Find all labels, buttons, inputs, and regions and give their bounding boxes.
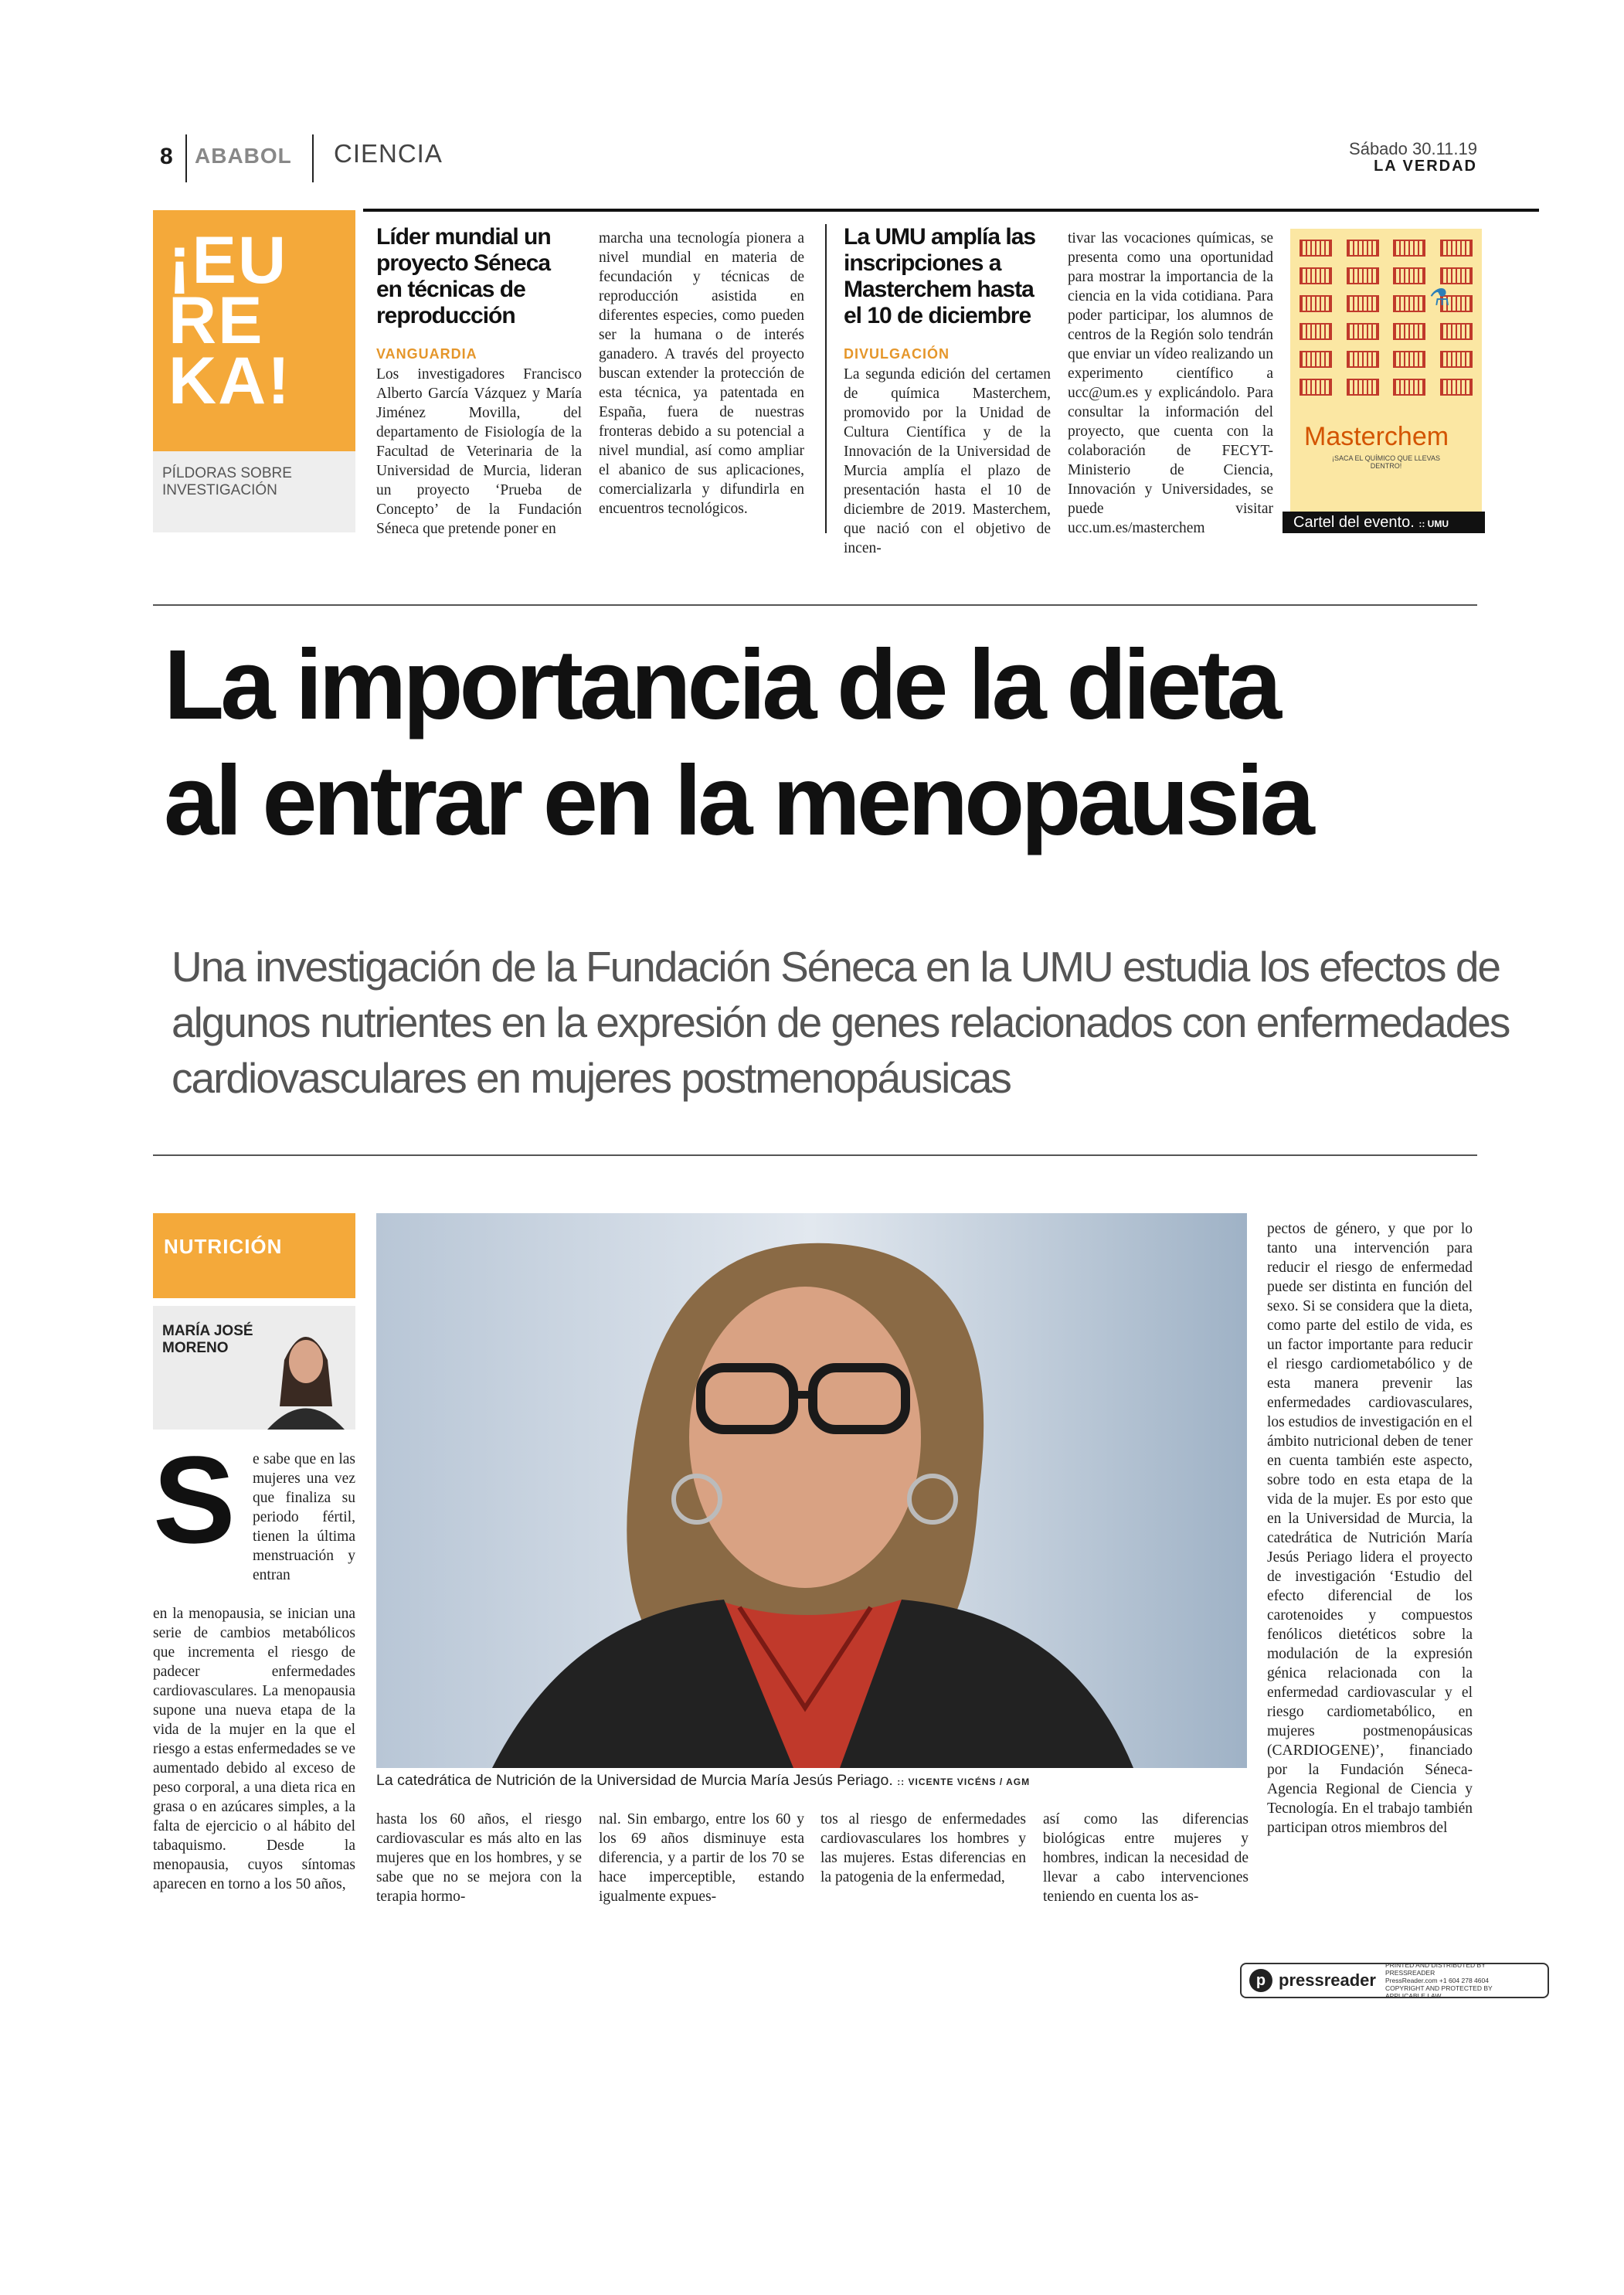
section-tag: NUTRICIÓN <box>153 1213 355 1298</box>
article-col1-intro: e sabe que en las mujeres una vez que finaliza su periodo fértil, tienen la última menstruación y entran <box>253 1451 355 1583</box>
photo-caption-text: La catedrática de Nutrición de la Universidad de Murcia María Jesús Periago. <box>376 1772 893 1789</box>
eureka-block <box>153 210 355 532</box>
eureka-subtitle: PÍLDORAS SOBRE INVESTIGACIÓN <box>162 465 292 498</box>
eureka-line-3: KA! <box>168 344 291 418</box>
drop-cap: S <box>153 1430 236 1569</box>
header-divider-2 <box>312 134 314 182</box>
poster-subtitle: ¡SACA EL QUÍMICO QUE LLEVAS DENTRO! <box>1331 454 1441 470</box>
brief2-col1: La segunda edición del certamen de química Masterchem, promovido por la Unidad de Cultura Científica y de la Innovación de la Universidad de Murcia amplía el plazo de presentación hasta el 10 de diciembre de 2019. Masterchem, que nació con el objetivo de incen- <box>844 366 1051 556</box>
photo-credit: :: VICENTE VICÉNS / AGM <box>897 1776 1031 1787</box>
flask-icon: ⚗ <box>1429 284 1450 311</box>
masterchem-poster <box>1290 229 1482 533</box>
issue-date: Sábado 30.11.19 <box>1349 139 1477 158</box>
article-col1: en la menopausia, se inician una serie de cambios metabólicos que incrementa el riesgo de padecer enfermedades cardiovasculares. La menopausia supone una nueva etapa de la vida de la mujer en la que el riesgo a estas enfermedades se ve aumentado debido al exceso de peso corporal, a una dieta rica en grasa o en azúcares simples, a la falta de ejercicio o al hábito del tabaquismo. Desde la menopausia, cuyos síntomas aparecen en torno a los 50 años, <box>153 1606 355 1892</box>
author-photo <box>261 1314 351 1430</box>
newspaper-name: LA VERDAD <box>1374 158 1477 175</box>
article-subtitle: Una investigación de la Fundación Séneca en la UMU estudia los efectos de algunos nutrientes en la expresión de genes relacionados con enfermedades cardiovasculares en mujeres postmenopáusicas <box>172 943 1510 1102</box>
brief1-col2: marcha una tecnología pionera a nivel mundial en materia de fecundación y técnicas de reproducción asistida en diferentes especies, como pueden ser la humana o de interés ganadero. A través del proyecto buscan extender la protección de esta técnica, ya patentada en España, fuera de nuestras fronteras debido a su potencial a nivel mundial, así como ampliar el abanico de sus aplicaciones, comercializarla y difundirla en encuentros tecnológicos. <box>599 230 804 517</box>
eureka-logo <box>153 210 355 451</box>
poster-title: Masterchem <box>1304 422 1449 451</box>
page-number: 8 <box>160 144 173 169</box>
title-line-2: al entrar en la menopausia <box>164 746 1311 856</box>
poster-caption <box>1283 512 1485 533</box>
article-col3: nal. Sin embargo, entre los 60 y los 69 años disminuye esta diferencia, y a partir de los 70 se hace imperceptible, estando igualmente expues- <box>599 1811 804 1905</box>
brief2-headline[interactable]: La UMU amplía las inscripciones a Masterchem hasta el 10 de diciembre <box>844 224 1036 328</box>
poster-caption-text: Cartel del evento. <box>1293 514 1415 531</box>
title-rule-top <box>153 604 1477 606</box>
pressreader-fineprint <box>1385 1961 1532 2000</box>
poster-credit: :: UMU <box>1418 518 1449 529</box>
article-col4: tos al riesgo de enfermedades cardiovasculares los hombres y las mujeres. Estas diferencias en la patogenia de la enfermedad, <box>820 1811 1026 1885</box>
pressreader-icon: p <box>1249 1969 1272 1992</box>
pressreader-brand: pressreader <box>1279 1970 1376 1990</box>
article-col6: pectos de género, y que por lo tanto una intervención para reducir el riesgo de enfermedad puede ser distinta en función del sexo. Si se considera que la dieta, como parte del estilo de vida, es un factor importante para reducir el riesgo cardiometabólico y de esta manera prevenir las enfermedades cardiovasculares, los estudios de investigación en el ámbito nutricional deben de tener en cuenta también este aspecto, sobre todo en esta etapa de la vida de la mujer. Es por esto que en la Universidad de Murcia, la catedrática de Nutrición María Jesús Periago lidera el proyecto de investigación ‘Estudio del efecto diferencial de los carotenoides y compuestos fenólicos dietéticos sobre la modulación de la expresión génica relacionada con la enfermedad cardiovascular y el riesgo cardiometabólico, en mujeres postmenopáusicas (CARDIOGENE)’, financiado por la Fundación Séneca- Agencia Regional de Ciencia y Tecnología. En el trabajo también participan otros miembros del <box>1267 1221 1473 1836</box>
eureka-line-1: ¡EU <box>168 223 288 298</box>
article-title <box>164 627 1311 859</box>
poster-pattern <box>1300 240 1473 406</box>
brief1-tag: VANGUARDIA <box>376 346 477 362</box>
brief1-headline[interactable]: Líder mundial un proyecto Séneca en técnicas de reproducción <box>376 224 551 328</box>
fineprint-3: COPYRIGHT AND PROTECTED BY APPLICABLE LAW <box>1384 1984 1493 2000</box>
header-divider <box>185 134 187 182</box>
fineprint-1: PRINTED AND DISTRIBUTED BY PRESSREADER <box>1384 1961 1486 1977</box>
brief2-tag: DIVULGACIÓN <box>844 346 950 362</box>
article-photo <box>376 1213 1247 1768</box>
top-rule <box>363 209 1539 212</box>
title-rule-bottom <box>153 1154 1477 1156</box>
eureka-line-2: RE <box>168 284 264 358</box>
brief2-col2: tivar las vocaciones químicas, se presenta como una oportunidad para mostrar la importancia de la ciencia en la vida cotidiana. Para poder participar, los alumnos de centros de la Región solo tendrán que enviar un vídeo realizando un experimento científico a ucc@um.es y explicándolo. Para consultar la información del proyecto, que cuenta con la colaboración de FECYT-Ministerio de Ciencia, Innovación y Universidades, se puede visitar ucc.um.es/masterchem <box>1068 230 1273 536</box>
title-line-1: La importancia de la dieta <box>164 630 1278 740</box>
section-name: ABABOL <box>195 144 292 168</box>
article-col2: hasta los 60 años, el riesgo cardiovascular es más alto en las mujeres que en los hombres, y se sabe que no se mejora con la terapia hormo- <box>376 1811 582 1905</box>
subsection-name: CIENCIA <box>334 139 443 168</box>
pressreader-badge[interactable] <box>1240 1963 1549 1998</box>
author-box <box>153 1306 355 1430</box>
author-name: MARÍA JOSÉ MORENO <box>162 1323 253 1356</box>
article-col5: así como las diferencias biológicas entre mujeres y hombres, indican la necesidad de llevar a cabo intervenciones teniendo en cuenta los as- <box>1043 1811 1249 1905</box>
brief1-col1: Los investigadores Francisco Alberto García Vázquez y María Jiménez Movilla, del departamento de Fisiología de la Facultad de Veterinaria de la Universidad de Murcia, lideran un proyecto ‘Prueba de Concepto’ de la Fundación Séneca que pretende poner en <box>376 366 582 537</box>
fineprint-2: PressReader.com +1 604 278 4604 <box>1384 1977 1489 1984</box>
column-separator <box>825 224 827 533</box>
photo-caption <box>376 1772 1247 1790</box>
